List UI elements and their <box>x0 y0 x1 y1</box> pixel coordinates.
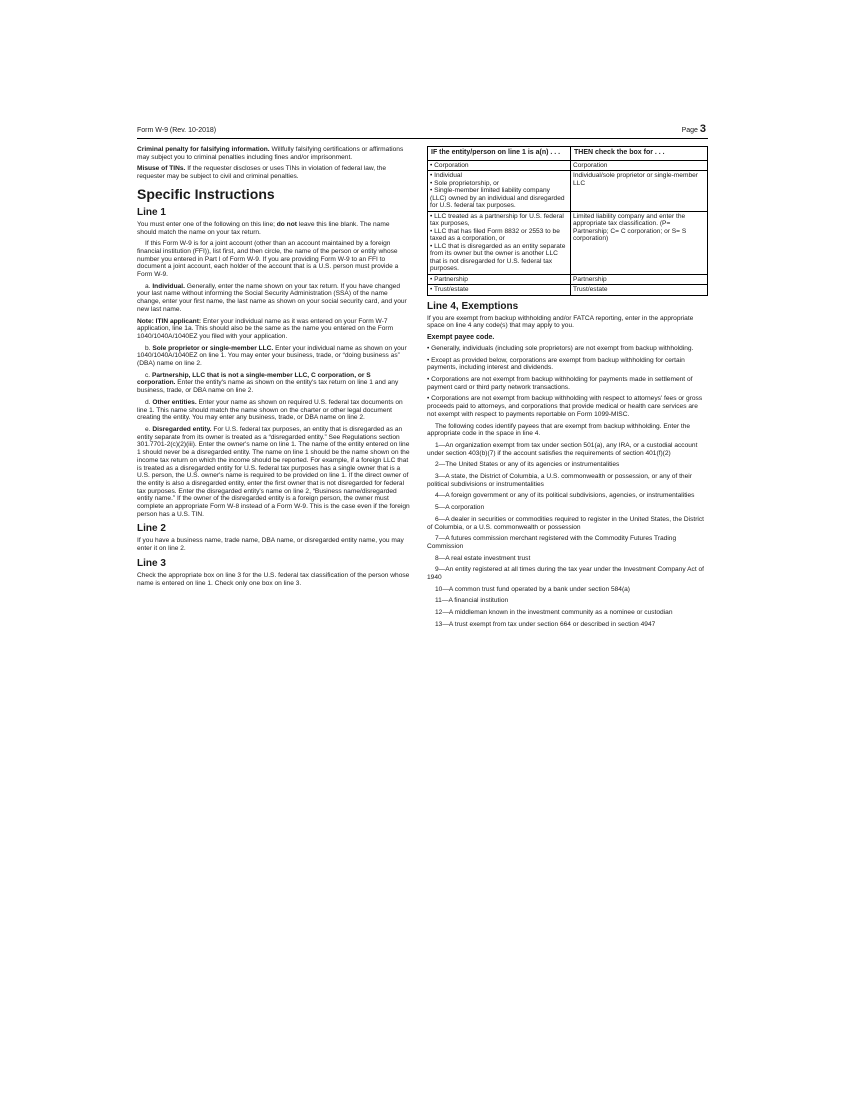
list-item: • Generally, individuals (including sole proprietors) are not exempt from backup withholding. <box>427 344 694 352</box>
code-item: 3—A state, the District of Columbia, a U.S. commonwealth or possession, or any of their political subdivisions or instrumentalities <box>427 473 692 488</box>
page-header <box>137 123 708 139</box>
partnership-paragraph: c. Partnership, LLC that is not a single-member LLC, C corporation, or S corporation. Enter the entity's name as shown on the entity's tax return on line 1 and any business, trade, or DBA name on line 2. <box>137 371 399 395</box>
code-item: 12—A middleman known in the investment community as a nominee or custodian <box>435 609 673 617</box>
table-header-checkbox: THEN check the box for . . . <box>571 147 708 161</box>
table-row: • Partnership Partnership <box>428 274 708 285</box>
table-row: • LLC treated as a partnership for U.S. federal tax purposes, • LLC that has filed Form 8832 or 2553 to be taxed as a corporation, or • LLC that is disregarded as an entity separate from its owner but the owner is another LLC that is not disregarded for U.S. federal tax purposes. Limited liability company and enter the appropriate tax classification. (P= Partnership; C= C corporation; or S= S corporation) <box>428 211 708 274</box>
codes-intro-paragraph: The following codes identify payees that are exempt from backup withholding. Enter the appropriate code in the space in line 4. <box>427 422 691 438</box>
criminal-penalty-paragraph: Criminal penalty for falsifying information. Willfully falsifying certifications or affirmations may subject you to criminal penalties including fines and/or imprisonment. <box>137 146 404 161</box>
code-item: 1—An organization exempt from tax under section 501(a), any IRA, or a custodial account under section 403(b)(7) if the account satisfies the requirements of section 401(f)(2) <box>427 441 698 457</box>
form-revision: Form W-9 (Rev. 10-2018) <box>137 127 217 134</box>
list-item: • Corporations are not exempt from backup withholding with respect to attorneys' fees or gross proceeds paid to attorneys, and corporations that provide medical or health care services are not exempt with respect to payments reportable on Form 1099-MISC. <box>427 395 703 418</box>
sole-proprietor-paragraph: b. Sole proprietor or single-member LLC. Enter your individual name as shown on your 1040/1040A/1040EZ on line 1. You may enter your business, trade, or “doing business as” (DBA) name on line 2. <box>137 344 407 368</box>
classification-table <box>427 146 708 296</box>
exempt-payee-heading: Exempt payee code. <box>427 333 495 341</box>
code-item: 10—A common trust fund operated by a bank under section 584(a) <box>435 585 630 593</box>
misuse-paragraph: Misuse of TINs. If the requester discloses or uses TINs in violation of federal law, the requester may be subject to civil and criminal penalties. <box>137 165 387 181</box>
table-row: • Individual • Sole proprietorship, or • Single-member limited liability company (LLC) owned by an individual and disregarded for U.S. federal tax purposes. Individual/sole proprietor or single-member LLC <box>428 171 708 212</box>
table-header-entity: IF the entity/person on line 1 is a(n) . . . <box>428 147 571 161</box>
itin-note-paragraph: Note: ITIN applicant: Enter your individual name as it was entered on your Form W-7 application, line 1a. This should also be the same as the name you entered on the Form 1040/1040A/1040EZ you filed with your application. <box>137 317 394 340</box>
code-item: 11—A financial institution <box>435 597 509 605</box>
left-column <box>137 146 410 591</box>
line3-heading: Line 3 <box>137 557 166 569</box>
code-item: 13—A trust exempt from tax under section 664 or described in section 4947 <box>435 620 656 628</box>
other-entities-paragraph: d. Other entities. Enter your name as shown on required U.S. federal tax documents on line 1. This name should match the name shown on the charter or other legal document creating the entity. You may enter any business, trade, or DBA name on line 2. <box>137 398 403 422</box>
line1-paragraph: You must enter one of the following on this line; do not leave this line blank. The name should match the name on your tax return. <box>137 220 390 236</box>
code-item: 2—The United States or any of its agencies or instrumentalities <box>435 461 620 469</box>
line4-heading: Line 4, Exemptions <box>427 300 519 312</box>
page-number: Page 3 <box>681 123 706 135</box>
code-item: 7—A futures commission merchant registered with the Commodity Futures Trading Commission <box>427 535 677 550</box>
line4-paragraph: If you are exempt from backup withholding and/or FATCA reporting, enter in the appropriate space on line 4 any code(s) that may apply to you. <box>427 314 694 330</box>
code-item: 4—A foreign government or any of its political subdivisions, agencies, or instrumentalities <box>435 492 695 500</box>
code-item: 9—An entity registered at all times during the tax year under the Investment Company Act of 1940 <box>427 566 705 582</box>
table-row: • Trust/estate Trust/estate <box>428 285 708 296</box>
code-item: 6—A dealer in securities or commodities required to register in the United States, the District of Columbia, or a U.S. commonwealth or possession <box>427 515 704 531</box>
joint-account-paragraph: If this Form W-9 is for a joint account (other than an account maintained by a foreign financial institution (FFI)), list first, and then circle, the name of the person or entity whose number you entered in Part I of Form W-9. If you are providing Form W-9 to an FFI to document a joint account, each holder of the account that is a U.S. person must provide a Form W-9. <box>137 240 399 279</box>
code-item: 5—A corporation <box>435 504 485 512</box>
specific-instructions-heading: Specific Instructions <box>137 185 275 202</box>
table-row: • Corporation Corporation <box>428 160 708 171</box>
table-header-row <box>428 147 708 161</box>
line2-heading: Line 2 <box>137 523 166 535</box>
code-item: 8—A real estate investment trust <box>435 554 531 562</box>
individual-paragraph: a. Individual. Generally, enter the name shown on your tax return. If you have changed your last name without informing the Social Security Administration (SSA) of the name change, enter your first name, the last name as shown on your social security card, and your new last name. <box>137 282 407 313</box>
disregarded-entity-paragraph: e. Disregarded entity. For U.S. federal tax purposes, an entity that is disregarded as an entity separate from its owner is treated as a “disregarded entity.” See Regulations section 301.7701-2(c)(2)(iii). Enter the owner's name on line 1. The name of the entity entered on line 1 should never be a disregarded entity. The name on line 1 should be the name shown on the income tax return on which the income should be reported. For example, if a foreign LLC that is treated as a disregarded entity for U.S. federal tax purposes has a single owner that is a U.S. person, the U.S. owner's name is required to be provided on line 1. If the direct owner of the entity is also a disregarded entity, enter the first owner that is not disregarded for federal tax purposes. Enter the disregarded entity's name on line 2, “Business name/disregarded entity name.” If the owner of the disregarded entity is a foreign person, the owner must complete an appropriate Form W-8 instead of a Form W-9. This is the case even if the foreign person has a U.S. TIN. <box>137 425 410 518</box>
line1-heading: Line 1 <box>137 206 166 218</box>
line2-paragraph: If you have a business name, trade name, DBA name, or disregarded entity name, you may enter it on line 2. <box>137 537 404 553</box>
list-item: • Except as provided below, corporations are exempt from backup withholding for certain payments, including interest and dividends. <box>427 356 685 372</box>
form-page <box>137 123 708 628</box>
line3-paragraph: Check the appropriate box on line 3 for the U.S. federal tax classification of the person whose name is entered on line 1. Check only one box on line 3. <box>137 571 410 587</box>
right-column <box>427 146 708 633</box>
list-item: • Corporations are not exempt from backup withholding for payments made in settlement of payment card or third party network transactions. <box>427 376 693 391</box>
